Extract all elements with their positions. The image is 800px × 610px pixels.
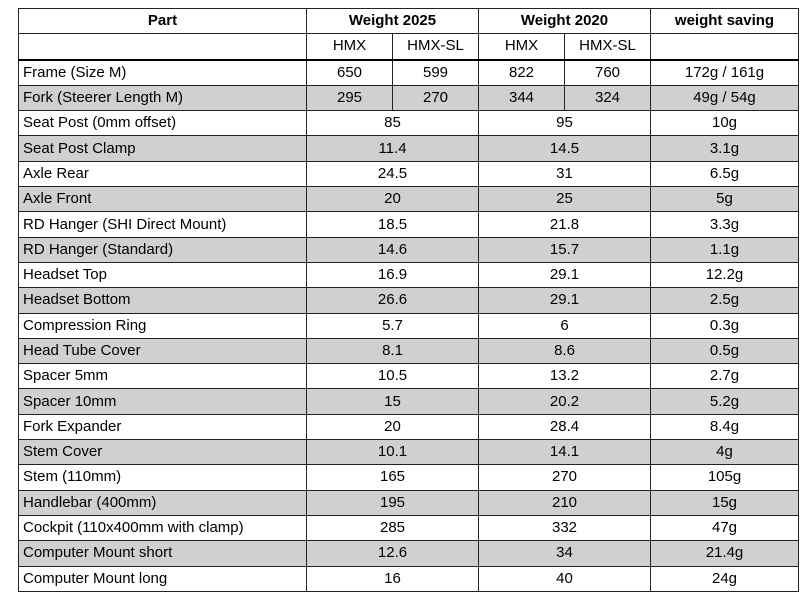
saving-cell: 8.4g	[651, 414, 799, 439]
weight-2020-cell: 270	[479, 465, 651, 490]
hmx-2020-cell: 822	[479, 60, 565, 86]
part-cell: Spacer 10mm	[19, 389, 307, 414]
weight-2020-cell: 34	[479, 541, 651, 566]
hmx-sl-2025-cell: 270	[393, 85, 479, 110]
saving-cell: 1.1g	[651, 237, 799, 262]
table-body	[19, 60, 799, 592]
saving-cell: 12.2g	[651, 262, 799, 287]
weight-2025-cell: 195	[307, 490, 479, 515]
table-row	[19, 161, 799, 186]
part-cell: Handlebar (400mm)	[19, 490, 307, 515]
weight-2020-cell: 8.6	[479, 338, 651, 363]
header-part: Part	[19, 9, 307, 34]
subheader-hmx-2020: HMX	[479, 34, 565, 60]
hmx-sl-2020-cell: 324	[565, 85, 651, 110]
weight-2025-cell: 20	[307, 187, 479, 212]
weight-comparison-table	[18, 8, 799, 592]
weight-2025-cell: 285	[307, 515, 479, 540]
weight-2025-cell: 12.6	[307, 541, 479, 566]
saving-cell: 6.5g	[651, 161, 799, 186]
weight-2025-cell: 14.6	[307, 237, 479, 262]
saving-cell: 15g	[651, 490, 799, 515]
saving-cell: 3.1g	[651, 136, 799, 161]
subheader-hmx-sl-2025: HMX-SL	[393, 34, 479, 60]
weight-2020-cell: 14.1	[479, 440, 651, 465]
part-cell: Frame (Size M)	[19, 60, 307, 86]
weight-2020-cell: 13.2	[479, 364, 651, 389]
header-weight-2020: Weight 2020	[479, 9, 651, 34]
table-row	[19, 111, 799, 136]
weight-2025-cell: 5.7	[307, 313, 479, 338]
hmx-sl-2020-cell: 760	[565, 60, 651, 86]
weight-2025-cell: 26.6	[307, 288, 479, 313]
table-row	[19, 237, 799, 262]
weight-2025-cell: 11.4	[307, 136, 479, 161]
saving-cell: 0.3g	[651, 313, 799, 338]
hmx-2025-cell: 295	[307, 85, 393, 110]
weight-2025-cell: 165	[307, 465, 479, 490]
saving-cell: 5g	[651, 187, 799, 212]
hmx-2025-cell: 650	[307, 60, 393, 86]
weight-2025-cell: 8.1	[307, 338, 479, 363]
table-row	[19, 541, 799, 566]
weight-2020-cell: 6	[479, 313, 651, 338]
part-cell: Fork Expander	[19, 414, 307, 439]
subheader-hmx-sl-2020: HMX-SL	[565, 34, 651, 60]
table-row	[19, 414, 799, 439]
part-cell: Stem (110mm)	[19, 465, 307, 490]
weight-2025-cell: 15	[307, 389, 479, 414]
part-cell: Seat Post Clamp	[19, 136, 307, 161]
hmx-sl-2025-cell: 599	[393, 60, 479, 86]
weight-2020-cell: 20.2	[479, 389, 651, 414]
part-cell: Spacer 5mm	[19, 364, 307, 389]
saving-cell: 21.4g	[651, 541, 799, 566]
weight-2020-cell: 40	[479, 566, 651, 591]
weight-2020-cell: 95	[479, 111, 651, 136]
table-row	[19, 60, 799, 86]
table-row	[19, 566, 799, 591]
table-row	[19, 212, 799, 237]
weight-2025-cell: 85	[307, 111, 479, 136]
table-row	[19, 136, 799, 161]
table-row	[19, 465, 799, 490]
saving-cell: 10g	[651, 111, 799, 136]
table-row	[19, 364, 799, 389]
saving-cell: 2.7g	[651, 364, 799, 389]
table-row	[19, 389, 799, 414]
saving-cell: 24g	[651, 566, 799, 591]
weight-2020-cell: 210	[479, 490, 651, 515]
part-cell: Headset Top	[19, 262, 307, 287]
weight-2020-cell: 28.4	[479, 414, 651, 439]
saving-cell: 2.5g	[651, 288, 799, 313]
part-cell: Head Tube Cover	[19, 338, 307, 363]
weight-2020-cell: 25	[479, 187, 651, 212]
subheader-empty	[19, 34, 307, 60]
weight-2025-cell: 18.5	[307, 212, 479, 237]
subheader-row	[19, 34, 799, 60]
table-row	[19, 490, 799, 515]
saving-cell: 4g	[651, 440, 799, 465]
part-cell: Axle Front	[19, 187, 307, 212]
weight-2020-cell: 29.1	[479, 288, 651, 313]
subheader-empty-saving	[651, 34, 799, 60]
hmx-2020-cell: 344	[479, 85, 565, 110]
part-cell: Headset Bottom	[19, 288, 307, 313]
table-row	[19, 85, 799, 110]
header-row	[19, 9, 799, 34]
weight-2020-cell: 29.1	[479, 262, 651, 287]
table-row	[19, 187, 799, 212]
weight-2025-cell: 16	[307, 566, 479, 591]
saving-cell: 0.5g	[651, 338, 799, 363]
saving-cell: 47g	[651, 515, 799, 540]
table-row	[19, 338, 799, 363]
weight-2020-cell: 15.7	[479, 237, 651, 262]
weight-2025-cell: 10.1	[307, 440, 479, 465]
table-row	[19, 515, 799, 540]
part-cell: RD Hanger (SHI Direct Mount)	[19, 212, 307, 237]
weight-2020-cell: 332	[479, 515, 651, 540]
table-row	[19, 262, 799, 287]
table-row	[19, 440, 799, 465]
part-cell: Computer Mount short	[19, 541, 307, 566]
weight-2020-cell: 21.8	[479, 212, 651, 237]
table-row	[19, 313, 799, 338]
part-cell: Computer Mount long	[19, 566, 307, 591]
weight-2025-cell: 16.9	[307, 262, 479, 287]
part-cell: Stem Cover	[19, 440, 307, 465]
weight-2020-cell: 14.5	[479, 136, 651, 161]
weight-2025-cell: 20	[307, 414, 479, 439]
saving-cell: 49g / 54g	[651, 85, 799, 110]
header-weight-saving: weight saving	[651, 9, 799, 34]
saving-cell: 172g / 161g	[651, 60, 799, 86]
weight-2025-cell: 24.5	[307, 161, 479, 186]
saving-cell: 3.3g	[651, 212, 799, 237]
part-cell: Seat Post (0mm offset)	[19, 111, 307, 136]
part-cell: Axle Rear	[19, 161, 307, 186]
part-cell: RD Hanger (Standard)	[19, 237, 307, 262]
subheader-hmx-2025: HMX	[307, 34, 393, 60]
weight-2020-cell: 31	[479, 161, 651, 186]
saving-cell: 105g	[651, 465, 799, 490]
table-header	[19, 9, 799, 60]
part-cell: Compression Ring	[19, 313, 307, 338]
saving-cell: 5.2g	[651, 389, 799, 414]
part-cell: Fork (Steerer Length M)	[19, 85, 307, 110]
weight-2025-cell: 10.5	[307, 364, 479, 389]
part-cell: Cockpit (110x400mm with clamp)	[19, 515, 307, 540]
header-weight-2025: Weight 2025	[307, 9, 479, 34]
table-row	[19, 288, 799, 313]
